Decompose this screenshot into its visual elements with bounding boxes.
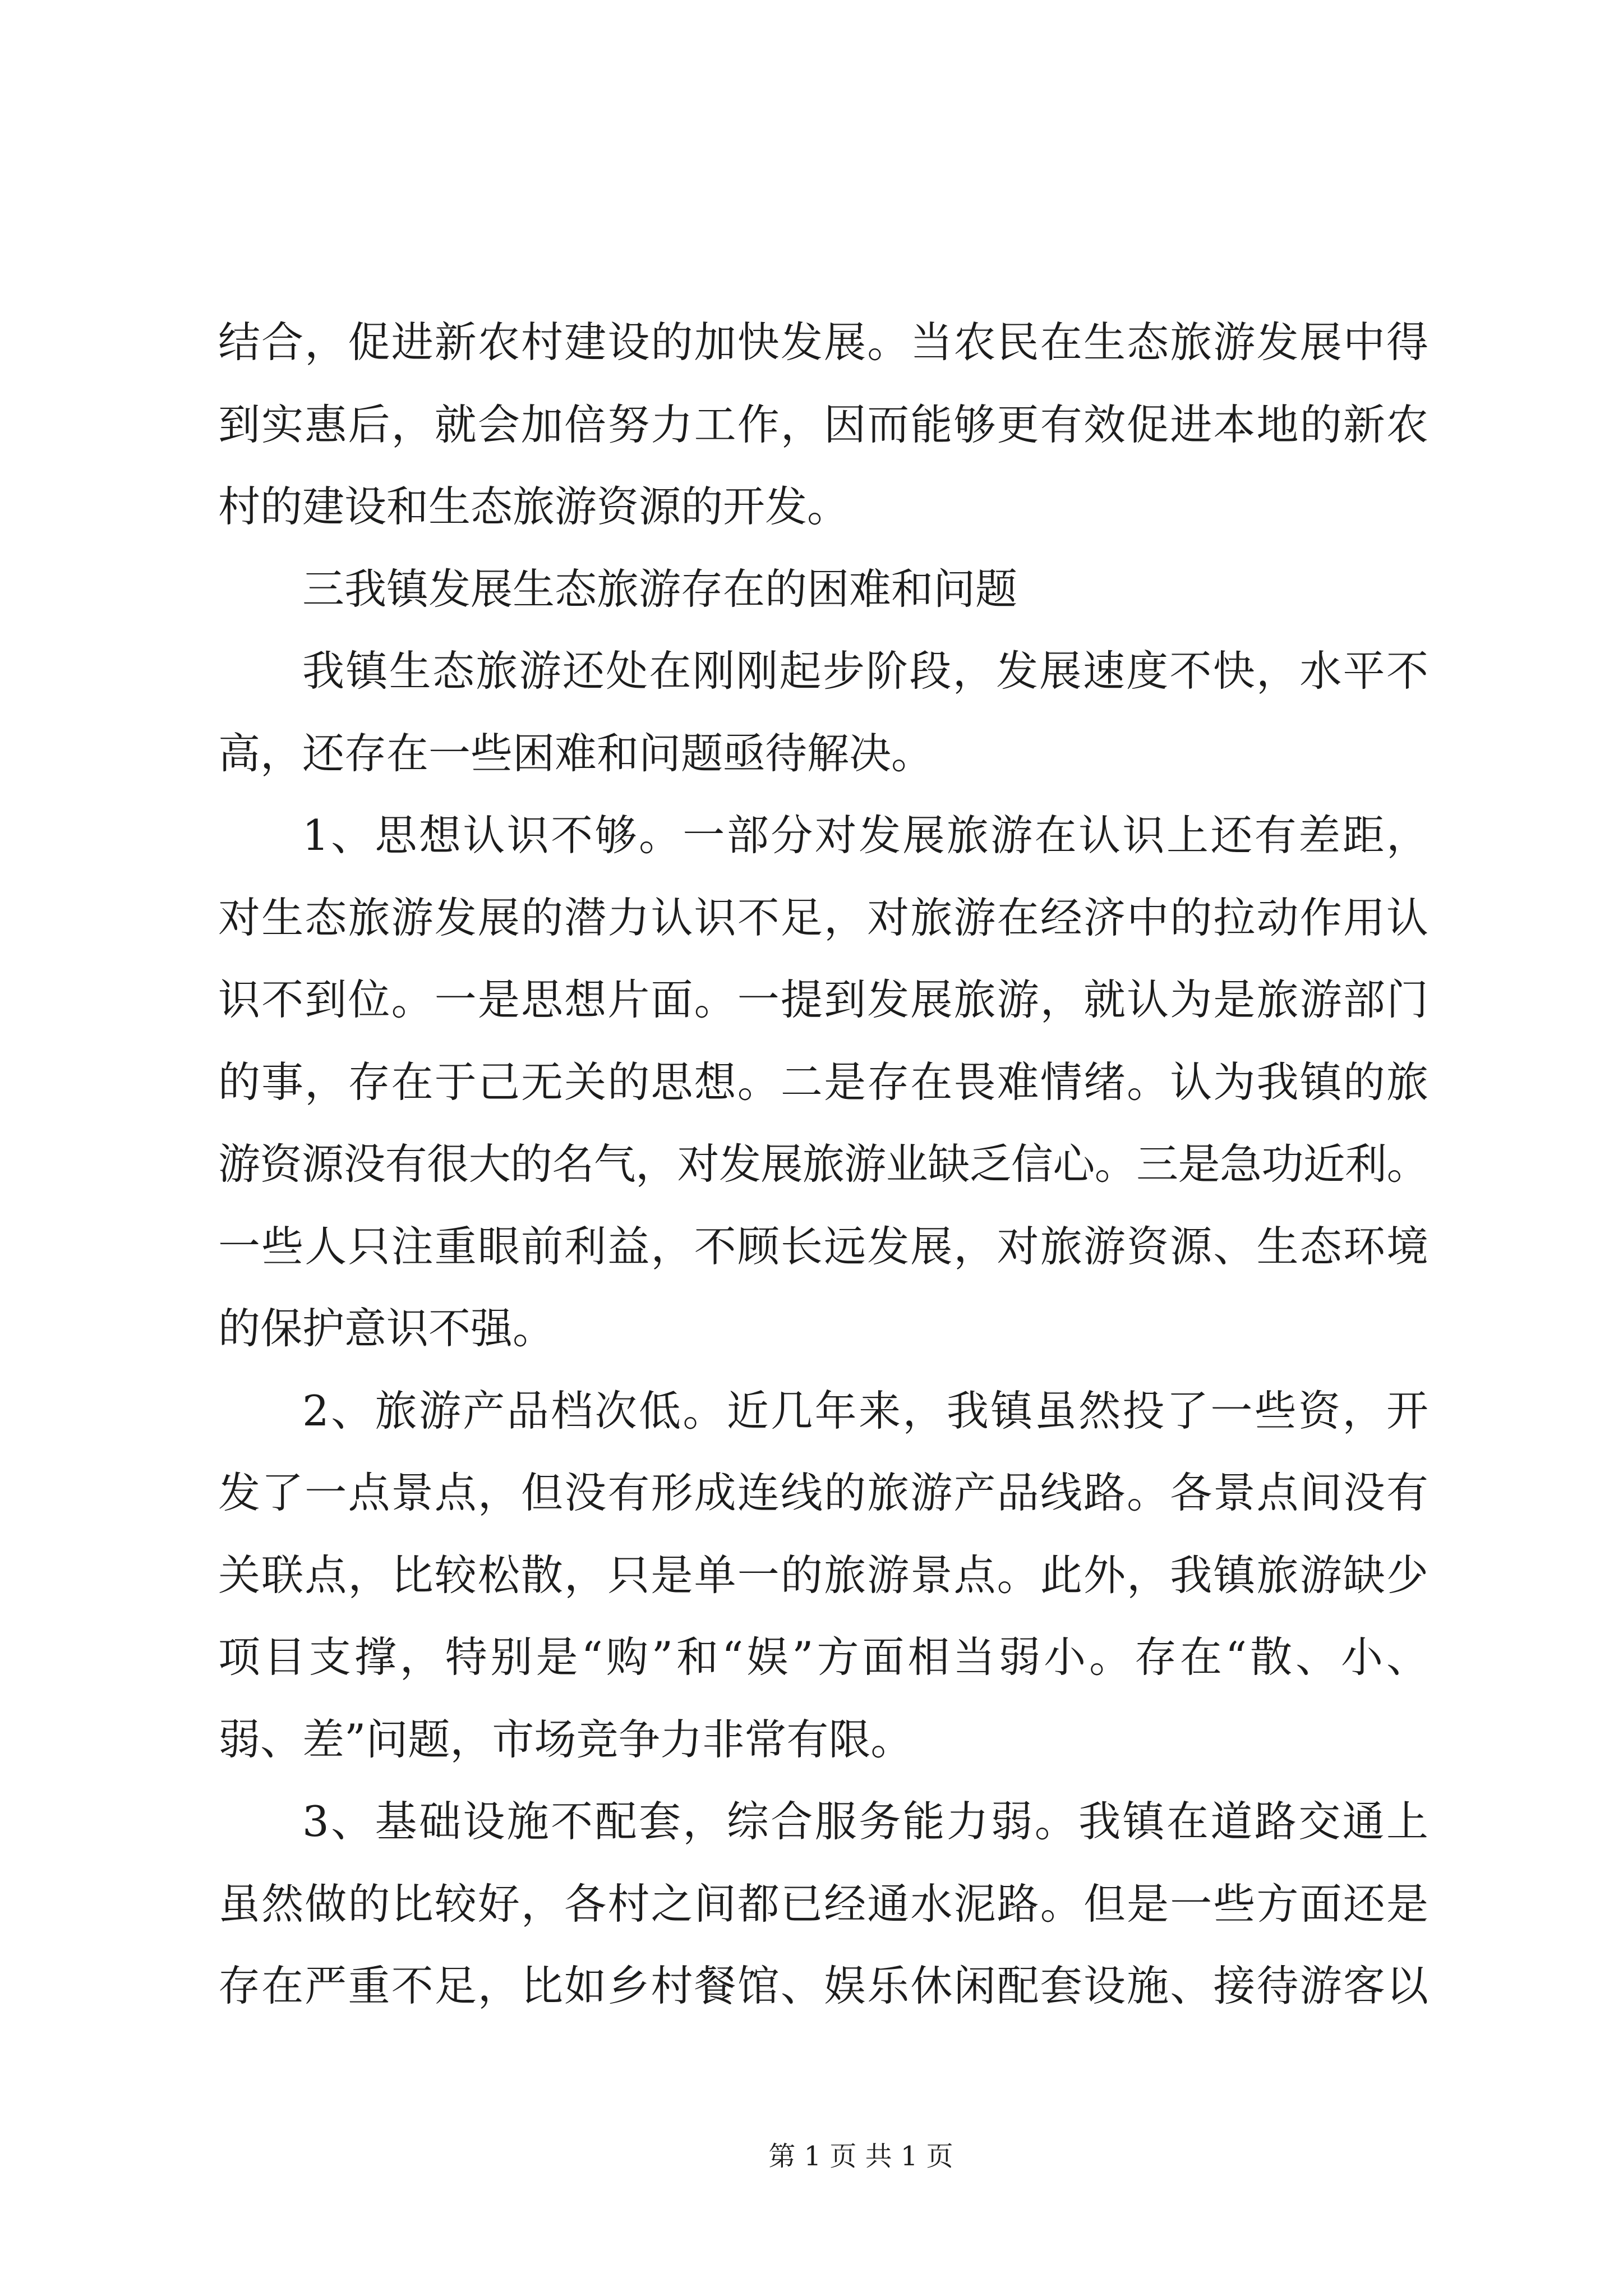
text-line: 3、基础设施不配套，综合服务能力弱。我镇在道路交通上 — [302, 1797, 1428, 1846]
text-line: 游资源没有很大的名气，对发展旅游业缺乏信心。三是急功近利。 — [218, 1139, 1428, 1189]
text-line: 识不到位。一是思想片面。一提到发展旅游，就认为是旅游部门 — [218, 975, 1428, 1024]
text-line: 存在严重不足，比如乡村餐馆、娱乐休闲配套设施、接待游客以 — [218, 1961, 1428, 2010]
text-line: 的事，存在于己无关的思想。二是存在畏难情绪。认为我镇的旅 — [218, 1057, 1428, 1107]
text-line: 高，还存在一些困难和问题亟待解决。 — [218, 728, 934, 778]
text-line: 到实惠后，就会加倍努力工作，因而能够更有效促进本地的新农 — [218, 399, 1428, 449]
text-line: 我镇生态旅游还处在刚刚起步阶段，发展速度不快，水平不 — [302, 646, 1428, 696]
text-line: 关联点，比较松散，只是单一的旅游景点。此外，我镇旅游缺少 — [218, 1550, 1428, 1600]
page-footer: 第 1 页 共 1 页 — [768, 2141, 953, 2172]
text-line: 村的建设和生态旅游资源的开发。 — [218, 482, 850, 531]
text-line: 虽然做的比较好，各村之间都已经通水泥路。但是一些方面还是 — [218, 1879, 1428, 1929]
text-line: 发了一点景点，但没有形成连线的旅游产品线路。各景点间没有 — [218, 1468, 1428, 1517]
section-heading: 三我镇发展生态旅游存在的困难和问题 — [302, 564, 1018, 614]
text-line: 结合，促进新农村建设的加快发展。当农民在生态旅游发展中得 — [218, 318, 1428, 367]
document-body — [218, 301, 1428, 2027]
text-line: 一些人只注重眼前利益，不顾长远发展，对旅游资源、生态环境 — [218, 1221, 1428, 1271]
text-line: 的保护意识不强。 — [218, 1304, 555, 1353]
text-line: 项目支撑，特别是“购”和“娱”方面相当弱小。存在“散、小、 — [218, 1632, 1428, 1682]
text-line: 1、思想认识不够。一部分对发展旅游在认识上还有差距， — [302, 811, 1428, 860]
text-line: 对生态旅游发展的潜力认识不足，对旅游在经济中的拉动作用认 — [218, 892, 1428, 942]
text-line: 弱、差”问题，市场竞争力非常有限。 — [218, 1714, 913, 1764]
text-line: 2、旅游产品档次低。近几年来，我镇虽然投了一些资，开 — [302, 1386, 1428, 1435]
